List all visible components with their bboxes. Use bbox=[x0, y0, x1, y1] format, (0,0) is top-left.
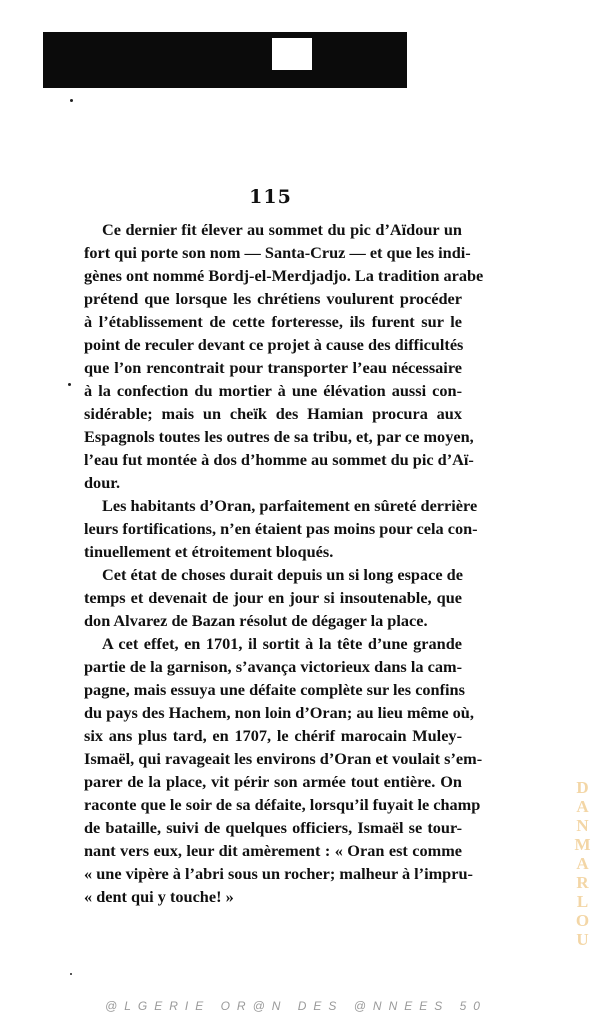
text-line: du pays des Hachem, non loin d’Oran; au lieu même où, bbox=[84, 703, 474, 722]
text-line: point de reculer devant ce projet à cause des difficultés bbox=[84, 335, 464, 354]
scan-speck bbox=[68, 383, 71, 386]
text-line: à la confection du mortier à une élévation aussi con- bbox=[84, 381, 462, 400]
footer-watermark: @LGERIE OR@N DES @NNEES 50 bbox=[105, 999, 487, 1013]
text-line: tinuellement et étroitement bloqués. bbox=[84, 542, 334, 561]
text-line: temps et devenait de jour en jour si insoutenable, que bbox=[84, 588, 462, 607]
body-text bbox=[84, 218, 484, 908]
text-line: fort qui porte son nom — Santa-Cruz — et que les indi- bbox=[84, 243, 471, 262]
text-line: partie de la garnison, s’avança victorieux dans la cam- bbox=[84, 657, 462, 676]
text-line: don Alvarez de Bazan résolut de dégager la place. bbox=[84, 611, 428, 630]
text-line: A cet effet, en 1701, il sortit à la tête d’une grande bbox=[102, 634, 462, 653]
text-line: Cet état de choses durait depuis un si long espace de bbox=[102, 565, 463, 584]
redaction-window bbox=[272, 38, 312, 70]
scan-speck bbox=[70, 973, 72, 975]
text-line: « dent qui y touche! » bbox=[84, 887, 234, 906]
text-line: leurs fortifications, n’en étaient pas moins pour cela con- bbox=[84, 519, 478, 538]
page-number: 115 bbox=[249, 186, 292, 208]
text-line: l’eau fut montée à dos d’homme au sommet du pic d’Aï- bbox=[84, 450, 474, 469]
text-line: « une vipère à l’abri sous un rocher; malheur à l’impru- bbox=[84, 864, 473, 883]
text-line: Ismaël, qui ravageait les environs d’Oran et voulait s’em- bbox=[84, 749, 483, 768]
text-line: dour. bbox=[84, 473, 121, 492]
text-line: Les habitants d’Oran, parfaitement en sûreté derrière bbox=[102, 496, 478, 515]
text-line: Ce dernier fit élever au sommet du pic d’Aïdour un bbox=[102, 220, 462, 239]
side-watermark: DANMARLOU bbox=[573, 778, 592, 949]
text-line: prétend que lorsque les chrétiens voulurent procéder bbox=[84, 289, 462, 308]
text-line: gènes ont nommé Bordj-el-Merdjadjo. La tradition arabe bbox=[84, 266, 484, 285]
text-line: parer de la place, vit périr son armée tout entière. On bbox=[84, 772, 462, 791]
text-line: nant vers eux, leur dit amèrement : « Oran est comme bbox=[84, 841, 462, 860]
text-line: Espagnols toutes les outres de sa tribu, et, par ce moyen, bbox=[84, 427, 474, 446]
scan-speck bbox=[70, 99, 73, 102]
text-line: que l’on rencontrait pour transporter l’eau nécessaire bbox=[84, 358, 462, 377]
text-line: à l’établissement de cette forteresse, ils furent sur le bbox=[84, 312, 462, 331]
text-line: raconte que le soir de sa défaite, lorsqu’il fuyait le champ bbox=[84, 795, 481, 814]
text-line: six ans plus tard, en 1707, le chérif marocain Muley- bbox=[84, 726, 462, 745]
text-line: sidérable; mais un cheïk des Hamian procura aux bbox=[84, 404, 462, 423]
text-line: de bataille, suivi de quelques officiers, Ismaël se tour- bbox=[84, 818, 462, 837]
redaction-bar bbox=[43, 32, 407, 88]
text-line: pagne, mais essuya une défaite complète sur les confins bbox=[84, 680, 465, 699]
